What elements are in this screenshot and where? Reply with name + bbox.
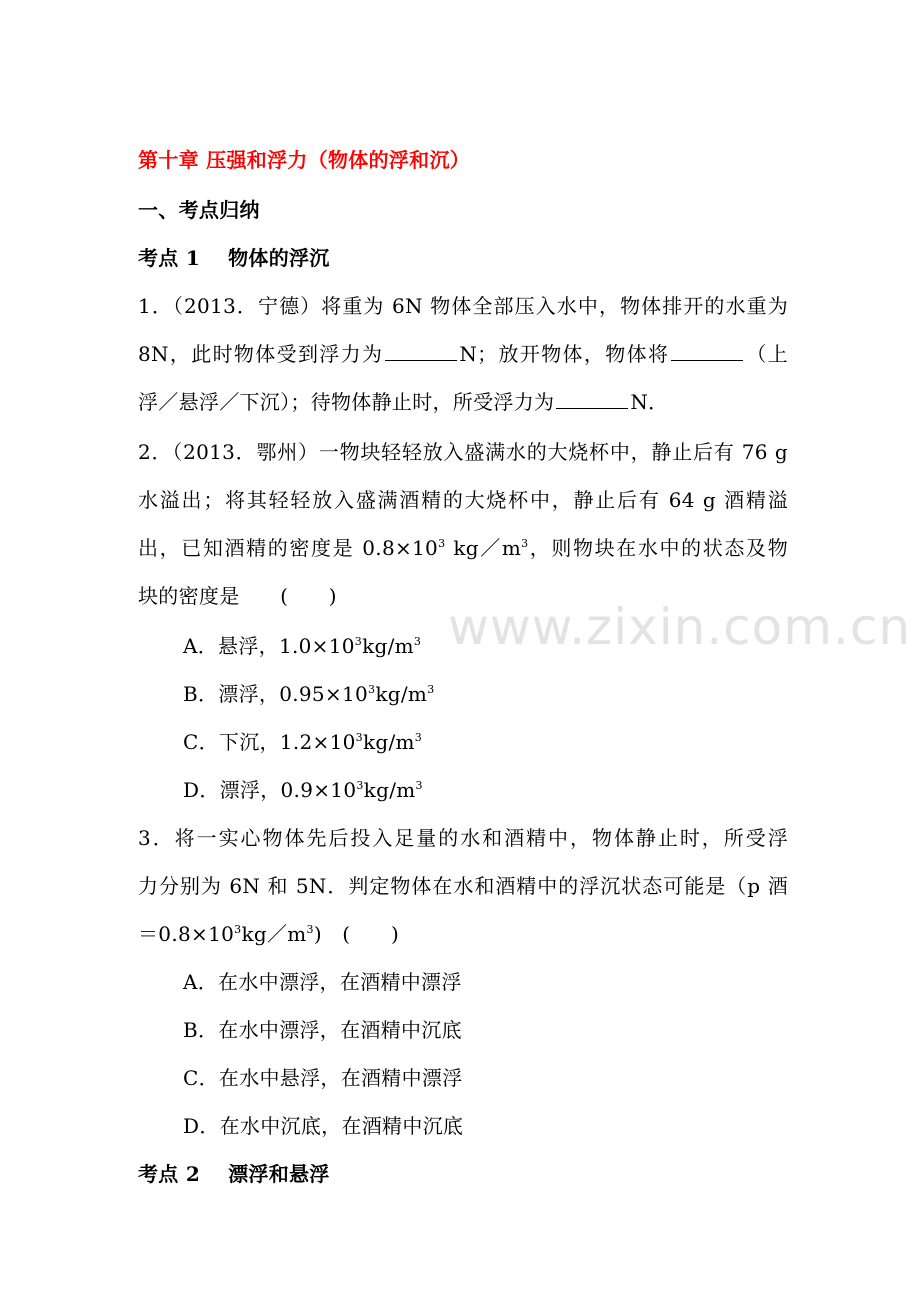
q2-line-4: 块的密度是 ( ) [138, 584, 337, 608]
option-sup: 3 [414, 731, 423, 744]
q3-sup-1: 3 [234, 923, 242, 936]
option-unit: kg/m [362, 730, 415, 754]
q2-sup-1: 3 [438, 537, 446, 550]
option-text: C．下沉，1.2×10 [183, 730, 356, 754]
q2-text-a: 出，已知酒精的密度是 0.8×10 [138, 536, 439, 560]
option-sup: 3 [354, 635, 363, 648]
q3-line-1: 3．将一实心物体先后投入足量的水和酒精中，物体静止时，所受浮 [138, 826, 788, 850]
option-sup: 3 [427, 683, 435, 696]
kaodian-2-label: 考点 2 [138, 1162, 201, 1186]
q1-line-3 [138, 388, 788, 416]
kaodian-2-name: 漂浮和悬浮 [228, 1162, 330, 1186]
q3-line-2: 力分别为 6N 和 5N．判定物体在水和酒精中的浮沉状态可能是（p 酒 [138, 874, 788, 898]
option-unit: kg/m [375, 682, 428, 706]
q2-text-c: ，则物块在水中的状态及物 [528, 536, 788, 560]
q1-blank-3 [556, 390, 628, 409]
q3-option-b: B．在水中漂浮，在酒精中沉底 [183, 1018, 462, 1042]
kaodian-1-name: 物体的浮沉 [228, 246, 330, 270]
q1-blank-2 [671, 342, 743, 361]
q2-line-2: 水溢出；将其轻轻放入盛满酒精的大烧杯中，静止后有 64 g 酒精溢 [138, 488, 788, 512]
q3-option-c: C．在水中悬浮，在酒精中漂浮 [183, 1066, 463, 1090]
kaodian-1-heading [138, 244, 788, 272]
q3-line-3 [138, 920, 788, 948]
option-text: B．漂浮，0.95×10 [183, 682, 369, 706]
kaodian-1-label: 考点 1 [138, 246, 201, 270]
option-sup: 3 [356, 779, 364, 792]
option-unit: kg/m [363, 778, 416, 802]
q2-option-c [183, 728, 833, 756]
q1-text-e: N． [630, 390, 669, 414]
q3-option-d: D．在水中沉底，在酒精中沉底 [183, 1114, 464, 1138]
q2-option-b [183, 680, 833, 708]
q1-text-d: 浮／悬浮／下沉）；待物体静止时，所受浮力为 [138, 390, 555, 414]
q2-sup-2: 3 [521, 537, 529, 550]
q3-option-a: A．在水中漂浮，在酒精中漂浮 [183, 970, 462, 994]
q1-text-c: （上 [745, 342, 788, 366]
q1-text-a: 8N，此时物体受到浮力为 [138, 342, 384, 366]
q1-line-1: 1．（2013．宁德）将重为 6N 物体全部压入水中，物体排开的水重为 [138, 294, 788, 318]
q2-line-3 [138, 534, 788, 562]
kaodian-2-heading [138, 1160, 788, 1188]
q2-option-d [183, 776, 833, 804]
watermark: www.zixin.com.cn [448, 598, 912, 656]
q2-text-b: kg／m [445, 536, 522, 560]
option-text: D．漂浮，0.9×10 [183, 778, 357, 802]
q1-text-b: N；放开物体，物体将 [459, 342, 670, 366]
q3-text-c: ) ( ) [313, 922, 400, 946]
option-sup: 3 [413, 635, 422, 648]
option-text: A．悬浮，1.0×10 [183, 634, 355, 658]
q1-blank-1 [385, 342, 457, 361]
chapter-title: 第十章 压强和浮力（物体的浮和沉） [138, 148, 471, 172]
q3-text-b: kg／m [241, 922, 307, 946]
option-sup: 3 [355, 731, 363, 744]
option-sup: 3 [368, 683, 376, 696]
q1-line-2 [138, 340, 788, 368]
q2-line-1: 2．（2013．鄂州）一物块轻轻放入盛满水的大烧杯中，静止后有 76 g [138, 440, 788, 464]
option-unit: kg/m [362, 634, 414, 658]
option-sup: 3 [415, 779, 423, 792]
q3-text-a: ＝0.8×10 [138, 922, 235, 946]
q3-sup-2: 3 [306, 923, 314, 936]
section-heading: 一、考点归纳 [138, 198, 260, 222]
